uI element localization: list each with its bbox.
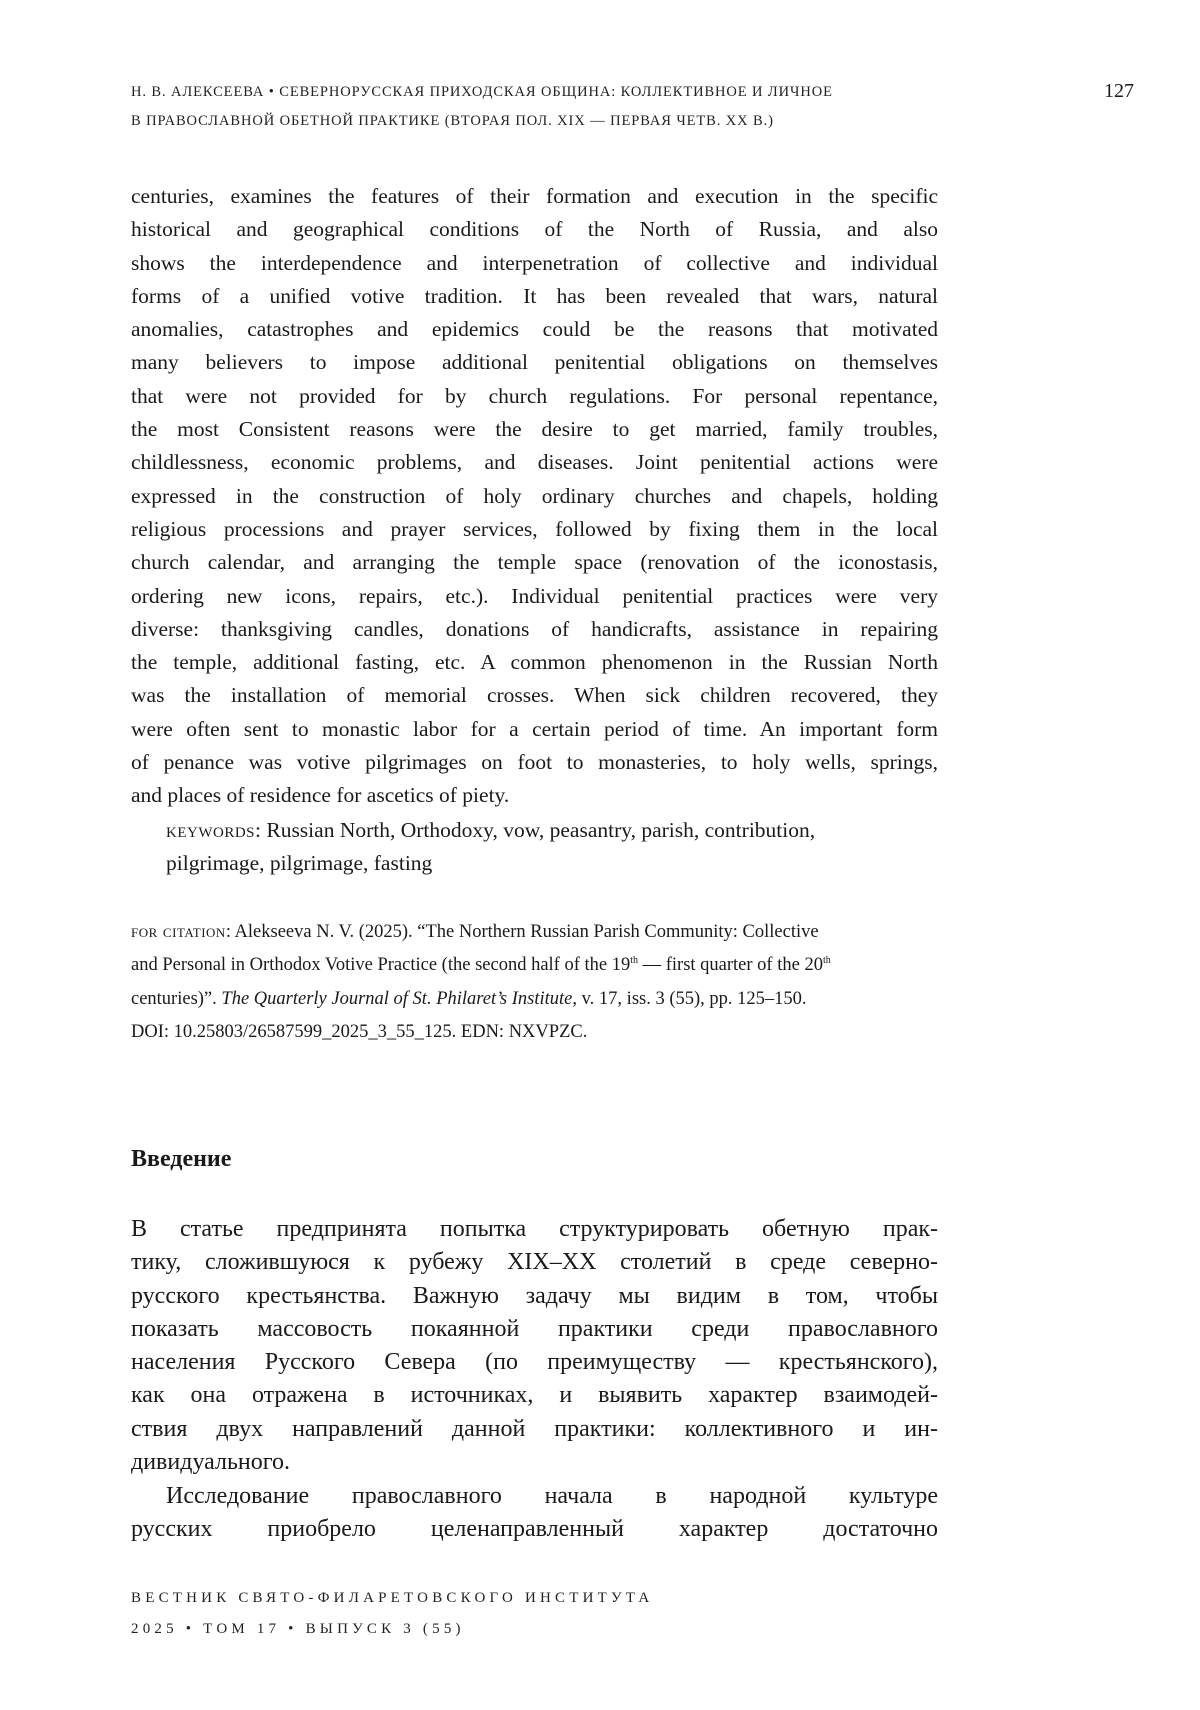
- text-line: русского крестьянства. Важную задачу мы видим в том, чтобы: [131, 1280, 938, 1313]
- citation-label: for citation: [131, 922, 226, 942]
- text-line: that were not provided for by church regulations. For personal repentance,: [131, 380, 938, 413]
- text-line: В статье предпринята попытка структурировать обетную прак-: [131, 1213, 938, 1246]
- footer-journal: ВЕСТНИК СВЯТО-ФИЛАРЕТОВСКОГО ИНСТИТУТА: [131, 1590, 653, 1607]
- text-line: русских приобрело целенаправленный характер достаточно: [131, 1513, 938, 1546]
- text-line: ствия двух направлений данной практики: коллективного и ин-: [131, 1413, 938, 1446]
- second-paragraph: [131, 1480, 938, 1547]
- text-line: показать массовость покаянной практики среди православного: [131, 1313, 938, 1346]
- citation-line-2a: and Personal in Orthodox Votive Practice (the second half of the 19: [131, 955, 630, 975]
- text-line: many believers to impose additional penitential obligations on themselves: [131, 346, 938, 379]
- text-line: населения Русского Севера (по преимуществу — крестьянского),: [131, 1346, 938, 1379]
- journal-title: The Quarterly Journal of St. Philaret’s Institute: [221, 989, 572, 1009]
- text-line: centuries, examines the features of their formation and execution in the specific: [131, 180, 938, 213]
- text-line: тику, сложившуюся к рубежу XIX–XX столетий в среде северно-: [131, 1246, 938, 1279]
- text-line: and places of residence for ascetics of piety.: [131, 779, 938, 812]
- text-line: the temple, additional fasting, etc. A common phenomenon in the Russian North: [131, 646, 938, 679]
- sup-th-1: th: [630, 955, 638, 966]
- text-line: childlessness, economic problems, and diseases. Joint penitential actions were: [131, 446, 938, 479]
- keywords-label: keywords: [166, 818, 255, 842]
- citation-doi: DOI: 10.25803/26587599_2025_3_55_125. EDN: NXVPZC.: [131, 1016, 938, 1049]
- keywords: [166, 814, 938, 881]
- keywords-text-1: : Russian North, Orthodoxy, vow, peasantry, parish, contribution,: [255, 818, 815, 842]
- keywords-text-2: pilgrimage, pilgrimage, fasting: [166, 847, 938, 880]
- text-line: church calendar, and arranging the temple space (renovation of the iconostasis,: [131, 546, 938, 579]
- text-line: were often sent to monastic labor for a certain period of time. An important form: [131, 713, 938, 746]
- running-header-line-2: В ПРАВОСЛАВНОЙ ОБЕТНОЙ ПРАКТИКЕ (ВТОРАЯ ПОЛ. XIX — ПЕРВАЯ ЧЕТВ. XX В.): [131, 113, 774, 130]
- text-line: diverse: thanksgiving candles, donations of handicrafts, assistance in repairing: [131, 613, 938, 646]
- sup-th-2: th: [823, 955, 831, 966]
- text-line: expressed in the construction of holy ordinary churches and chapels, holding: [131, 480, 938, 513]
- text-line: forms of a unified votive tradition. It has been revealed that wars, natural: [131, 280, 938, 313]
- citation-line-2b: — first quarter of the 20: [638, 955, 823, 975]
- text-line: the most Consistent reasons were the desire to get married, family troubles,: [131, 413, 938, 446]
- text-line: was the installation of memorial crosses. When sick children recovered, they: [131, 679, 938, 712]
- text-line: anomalies, catastrophes and epidemics could be the reasons that motivated: [131, 313, 938, 346]
- citation: [131, 916, 938, 1049]
- text-line: дивидуального.: [131, 1446, 938, 1479]
- citation-line-1: : Alekseeva N. V. (2025). “The Northern Russian Parish Community: Collective: [226, 922, 819, 942]
- citation-line-3a: centuries)”.: [131, 989, 221, 1009]
- page-number: 127: [1104, 80, 1134, 103]
- citation-line-3b: , v. 17, iss. 3 (55), pp. 125–150.: [572, 989, 806, 1009]
- text-line: historical and geographical conditions of the North of Russia, and also: [131, 213, 938, 246]
- text-line: Исследование православного начала в народной культуре: [131, 1480, 938, 1513]
- text-line: religious processions and prayer services, followed by fixing them in the local: [131, 513, 938, 546]
- running-header-line-1: Н. В. АЛЕКСЕЕВА • СЕВЕРНОРУССКАЯ ПРИХОДСКАЯ ОБЩИНА: КОЛЛЕКТИВНОЕ И ЛИЧНОЕ: [131, 84, 833, 101]
- intro-paragraph: [131, 1213, 938, 1479]
- footer-issue: 2025 • ТОМ 17 • ВЫПУСК 3 (55): [131, 1621, 465, 1638]
- text-line: of penance was votive pilgrimages on foot to monasteries, to holy wells, springs,: [131, 746, 938, 779]
- text-line: как она отражена в источниках, и выявить характер взаимодей-: [131, 1379, 938, 1412]
- abstract: [131, 180, 938, 813]
- text-line: ordering new icons, repairs, etc.). Individual penitential practices were very: [131, 580, 938, 613]
- section-title: Введение: [131, 1146, 231, 1173]
- text-line: shows the interdependence and interpenetration of collective and individual: [131, 247, 938, 280]
